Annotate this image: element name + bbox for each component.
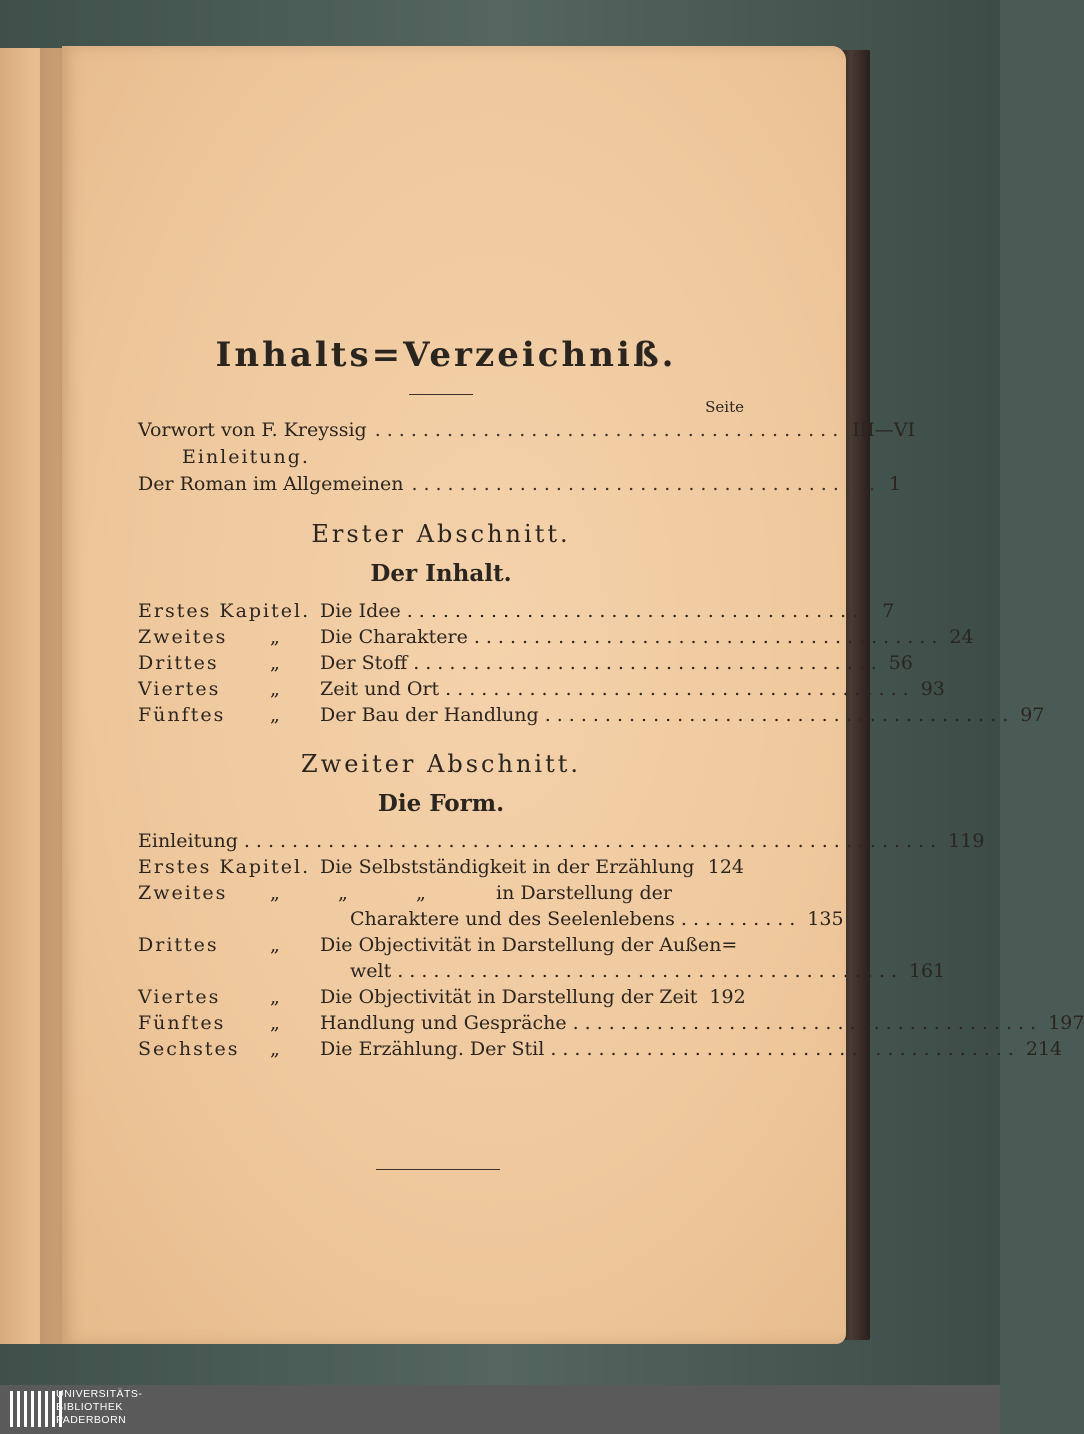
chapter-title: Die Charaktere bbox=[320, 626, 468, 648]
ditto-mark: „ bbox=[270, 652, 280, 674]
chapter-title: Zeit und Ort bbox=[320, 678, 440, 700]
chapter-page: 24 bbox=[949, 626, 974, 648]
chapter-page: 93 bbox=[920, 678, 945, 700]
chapter-title: Handlung und Gespräche bbox=[320, 1012, 567, 1034]
chapter-title: Der Stoff bbox=[320, 652, 408, 674]
chapter-ordinal: Erstes Kapitel. bbox=[138, 600, 311, 622]
library-name-line3: PADERBORN bbox=[56, 1414, 127, 1426]
leader-dots: ....................................... bbox=[411, 473, 881, 495]
entry-page: 119 bbox=[948, 830, 985, 852]
chapter-title: Die Selbstständigkeit in der Erzählung bbox=[320, 856, 695, 878]
chapter-page: 7 bbox=[882, 600, 895, 622]
chapter-entry bbox=[138, 598, 895, 624]
chapter-title: Der Bau der Handlung bbox=[320, 704, 539, 726]
page-gutter-shadow bbox=[40, 48, 70, 1344]
toc-entry bbox=[138, 417, 916, 444]
leader-dots: ....................................... bbox=[374, 419, 845, 441]
ditto-mark: „ bbox=[416, 882, 426, 904]
end-rule bbox=[376, 1169, 500, 1170]
chapter-entry bbox=[138, 1036, 1063, 1062]
library-footer bbox=[0, 1385, 1000, 1434]
leader-dots: .......................................................... bbox=[243, 830, 943, 852]
chapter-title: Die Erzählung. Der Stil bbox=[320, 1038, 545, 1060]
chapter-entry bbox=[138, 1010, 1084, 1036]
ditto-mark: „ bbox=[338, 882, 348, 904]
entry-title: Der Roman im Allgemeinen bbox=[138, 473, 404, 495]
leader-dots: ....................................... bbox=[445, 678, 915, 700]
chapter-ordinal: Fünftes bbox=[138, 1012, 226, 1034]
ditto-mark: „ bbox=[270, 986, 280, 1008]
chapter-ordinal: Drittes bbox=[138, 934, 219, 956]
ditto-mark: „ bbox=[270, 882, 280, 904]
chapter-ordinal: Viertes bbox=[138, 986, 221, 1008]
table-of-contents bbox=[138, 330, 1084, 1062]
ditto-mark: „ bbox=[270, 1012, 280, 1034]
chapter-ordinal: Zweites bbox=[138, 626, 228, 648]
leader-dots: ....................................... bbox=[473, 626, 944, 648]
entry-page: III—VI bbox=[852, 419, 916, 441]
chapter-page: 135 bbox=[807, 908, 844, 930]
chapter-ordinal: Erstes Kapitel. bbox=[138, 856, 311, 878]
chapter-page: 56 bbox=[888, 652, 913, 674]
ditto-mark: „ bbox=[270, 704, 280, 726]
chapter-ordinal: Viertes bbox=[138, 678, 221, 700]
entry-page: 1 bbox=[888, 473, 902, 495]
section-subtitle: Der Inhalt. bbox=[370, 560, 512, 587]
chapter-title-line2: welt bbox=[350, 960, 392, 982]
leader-dots: ....................................... bbox=[406, 600, 877, 622]
leader-dots: ....................................... bbox=[413, 652, 883, 674]
library-name-line1: UNIVERSITÄTS- bbox=[56, 1388, 143, 1400]
leader-dots: ....................................... bbox=[572, 1012, 1043, 1034]
chapter-ordinal: Sechstes bbox=[138, 1038, 240, 1060]
library-name-line2: BIBLIOTHEK bbox=[56, 1401, 123, 1413]
toc-entry bbox=[138, 471, 902, 498]
leader-dots: .......................................... bbox=[397, 960, 903, 982]
library-logo-icon bbox=[10, 1391, 62, 1427]
leader-dots: ....................................... bbox=[544, 704, 1015, 726]
chapter-page: 97 bbox=[1020, 704, 1045, 726]
chapter-page: 161 bbox=[908, 960, 946, 982]
chapter-entry bbox=[138, 880, 744, 906]
chapter-entry bbox=[138, 650, 913, 676]
ditto-mark: „ bbox=[270, 934, 280, 956]
ditto-mark: „ bbox=[270, 626, 280, 648]
page-title: Inhalts=Verzeichniß. bbox=[215, 335, 677, 375]
chapter-entry bbox=[138, 854, 744, 880]
ditto-mark: „ bbox=[270, 678, 280, 700]
chapter-entry bbox=[138, 624, 974, 650]
einleitung-heading: Einleitung. bbox=[182, 446, 310, 468]
chapter-entry bbox=[138, 984, 744, 1010]
chapter-title-continuation bbox=[138, 958, 946, 984]
chapter-title: Die Idee bbox=[320, 600, 401, 622]
title-rule bbox=[409, 394, 473, 395]
leader-dots: .......... bbox=[680, 908, 802, 930]
section-title: Erster Abschnitt. bbox=[311, 520, 571, 548]
chapter-title-line1: in Darstellung der bbox=[496, 882, 672, 904]
chapter-ordinal: Fünftes bbox=[138, 704, 226, 726]
chapter-title: Die Objectivität in Darstellung der Zeit bbox=[320, 986, 698, 1008]
chapter-ordinal: Zweites bbox=[138, 882, 228, 904]
entry-title: Einleitung bbox=[138, 830, 238, 852]
section-subtitle: Die Form. bbox=[377, 790, 505, 817]
leader-dots: ....................................... bbox=[550, 1038, 1020, 1060]
chapter-title-line2: Charaktere und des Seelenlebens bbox=[350, 908, 675, 930]
chapter-entry bbox=[138, 702, 1045, 728]
chapter-ordinal: Drittes bbox=[138, 652, 219, 674]
entry-title: Vorwort von F. Kreyssig bbox=[138, 419, 367, 441]
library-name bbox=[56, 1388, 142, 1427]
ditto-mark: „ bbox=[270, 1038, 280, 1060]
leader-dots bbox=[700, 854, 701, 880]
chapter-page: 124 bbox=[707, 856, 744, 878]
toc-entry bbox=[138, 828, 985, 854]
chapter-entry bbox=[138, 932, 744, 958]
page-column-label: Seite bbox=[705, 398, 744, 416]
chapter-page: 197 bbox=[1048, 1012, 1084, 1034]
section-title: Zweiter Abschnitt. bbox=[300, 750, 581, 778]
chapter-title-line1: Die Objectivität in Darstellung der Außen= bbox=[320, 934, 738, 956]
chapter-title-continuation bbox=[138, 906, 844, 932]
chapter-page: 192 bbox=[709, 986, 746, 1008]
chapter-page: 214 bbox=[1025, 1038, 1063, 1060]
chapter-entry bbox=[138, 676, 945, 702]
